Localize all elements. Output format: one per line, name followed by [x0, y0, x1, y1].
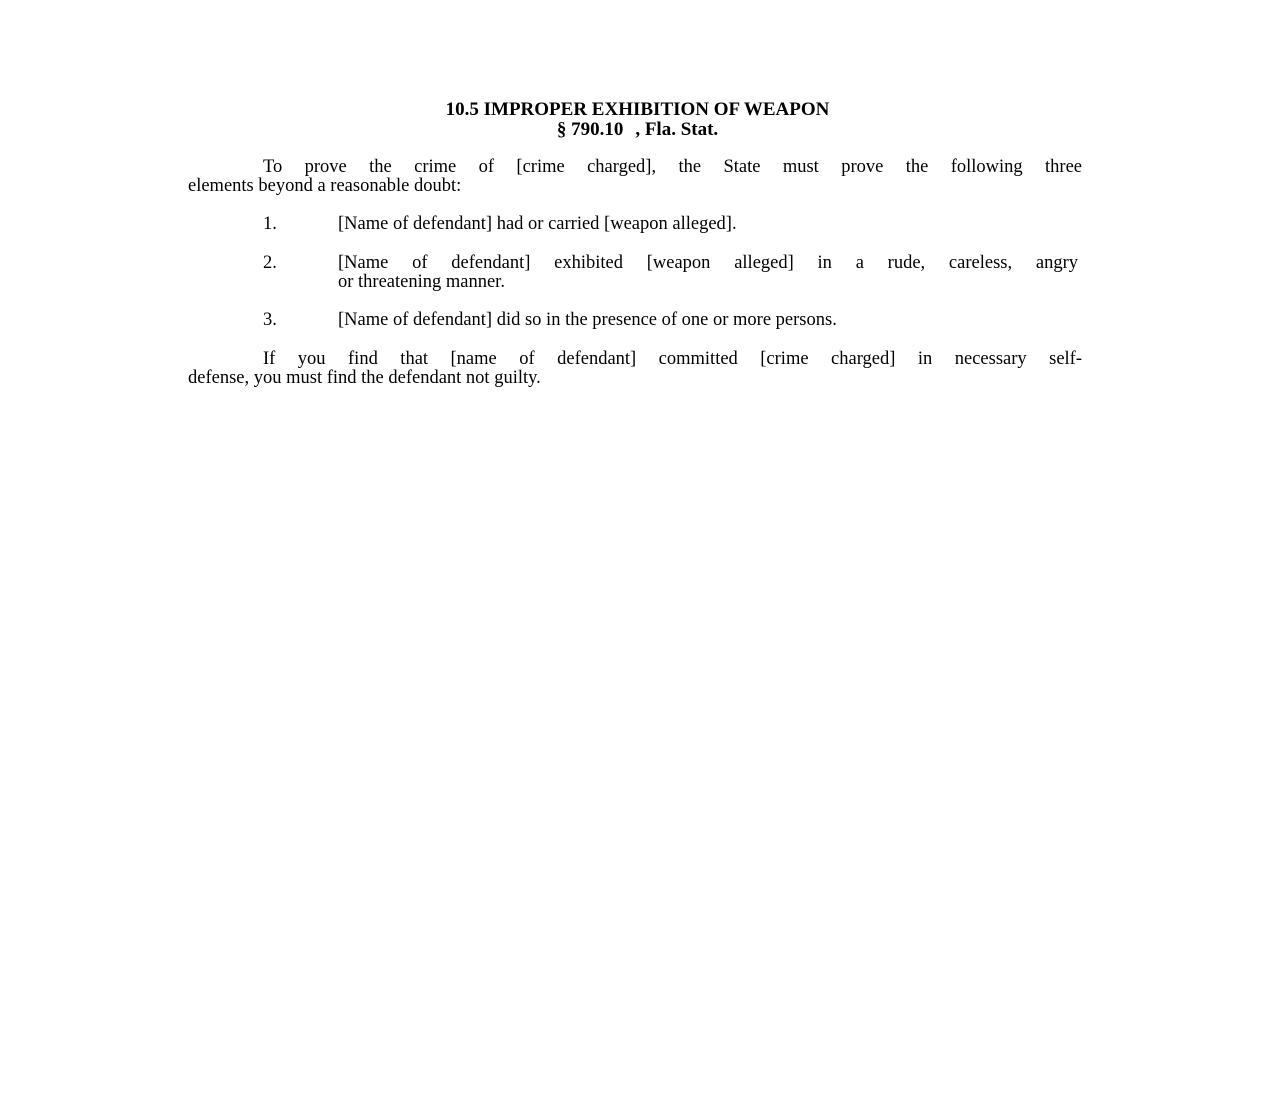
intro-line-1: To prove the crime of [crime charged], the State must prove the following three: [263, 157, 1082, 177]
element-text: [338, 215, 1078, 234]
statute-citation: [0, 120, 1275, 139]
element-text-line-1: [Name of defendant] exhibited [weapon alleged] in a rude, careless, angry: [338, 253, 1078, 273]
element-number: 3.: [263, 310, 277, 330]
statute-section: § 790.10: [556, 119, 624, 140]
defense-line-1: If you find that [name of defendant] committed [crime charged] in necessary self-: [263, 349, 1082, 369]
element-text-line-2: or threatening manner.: [338, 272, 505, 292]
defense-line-2: defense, you must find the defendant not guilty.: [188, 368, 541, 388]
element-text-line-1: [Name of defendant] did so in the presence of one or more persons.: [338, 310, 837, 330]
element-text-line-1: [Name of defendant] had or carried [weapon alleged].: [338, 214, 737, 234]
element-number: 2.: [263, 253, 277, 273]
element-text: [338, 254, 1078, 292]
page-title: 10.5 IMPROPER EXHIBITION OF WEAPON: [445, 99, 830, 120]
intro-line-2: elements beyond a reasonable doubt:: [188, 176, 462, 196]
element-text: [338, 311, 1078, 330]
intro-paragraph: [188, 158, 1082, 196]
statute-suffix: , Fla. Stat.: [635, 119, 719, 140]
defense-paragraph: [188, 350, 1082, 388]
element-number: 1.: [263, 214, 277, 234]
